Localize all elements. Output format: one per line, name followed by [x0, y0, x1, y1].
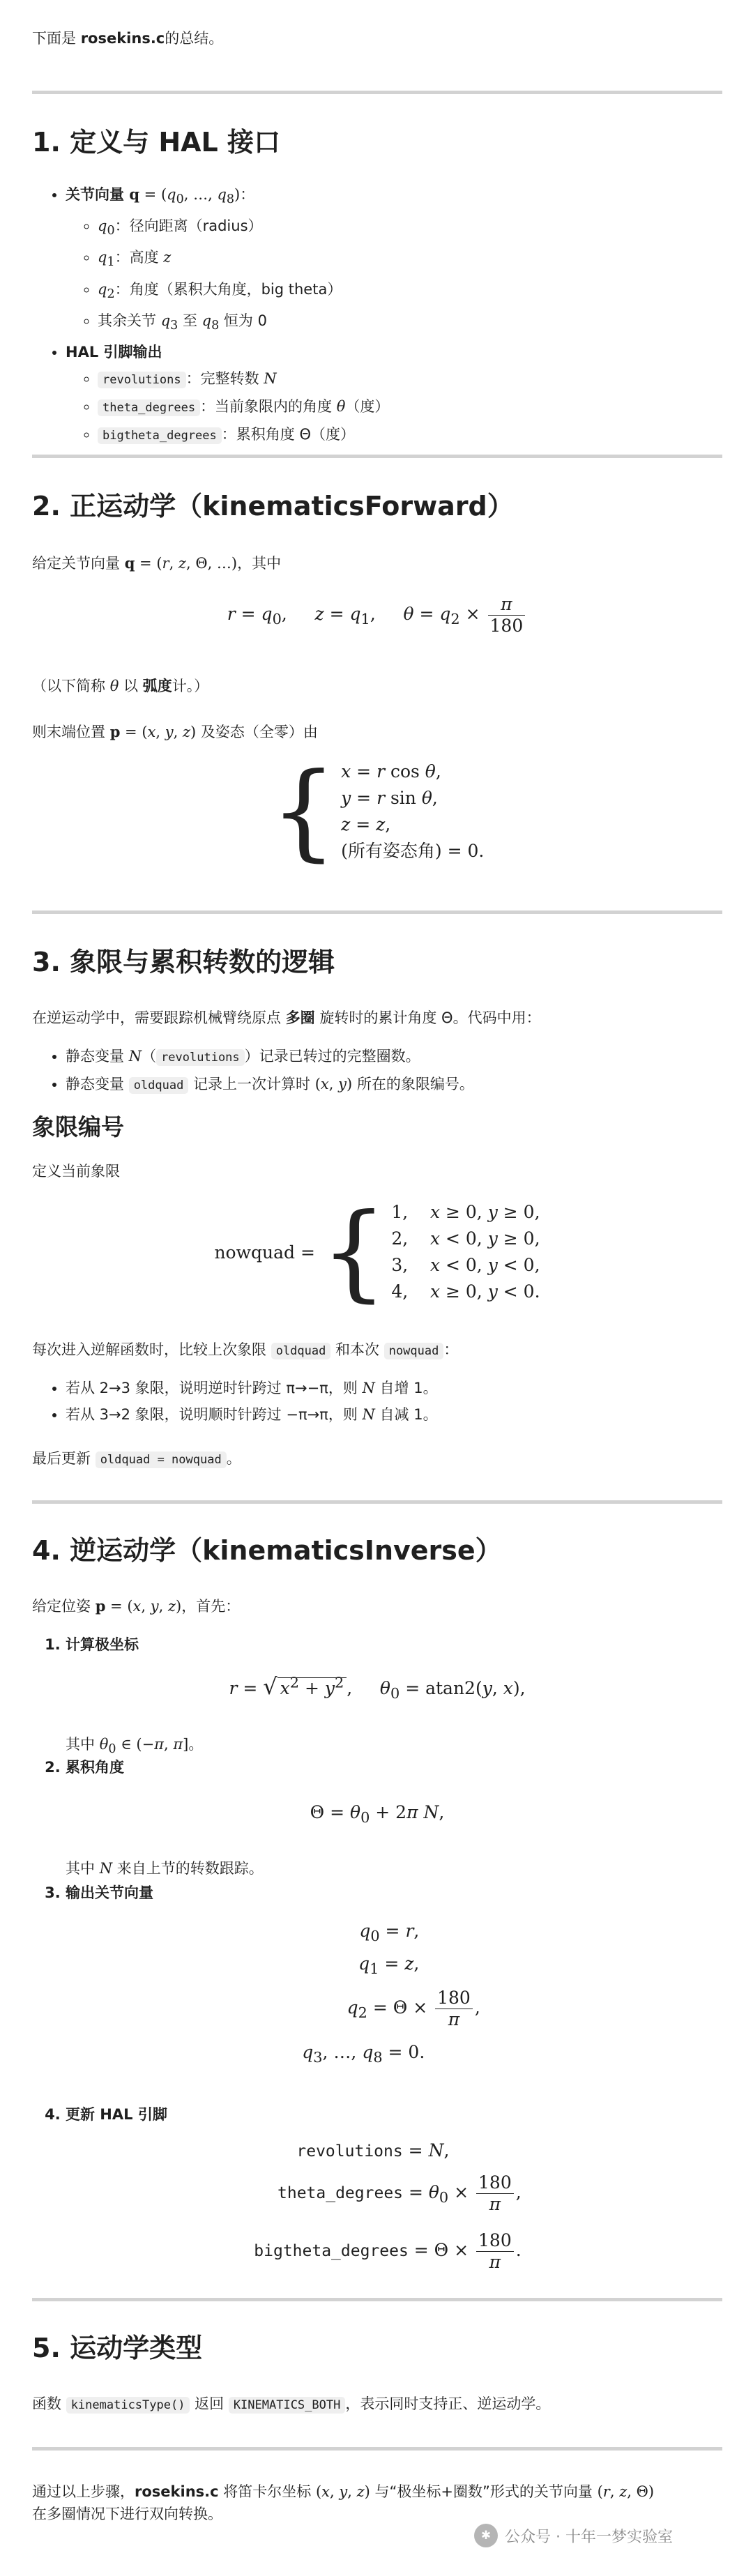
kinematics-type-text: 函数 kinematicsType() 返回 KINEMATICS_BOTH ，表示同时支持正、逆运动学。 [32, 2395, 551, 2412]
intro-prefix: 下面是 [32, 30, 81, 47]
ik-step-2: 2. 累积角度 [32, 1755, 722, 1779]
rest-joints-item: ◦ 其余关节 $q_3$ 至 $q_8$ 恒为 0 [98, 307, 722, 339]
watermark [474, 2518, 739, 2553]
pin-theta-degrees: ◦ theta_degrees ：当前象限内的角度 θ（度） [98, 393, 722, 421]
revolutions-var-item: • 静态变量 N（ revolutions ）记录已转过的完整圈数。 [66, 1043, 722, 1071]
section-5-title: 5. 运动学类型 [32, 2333, 203, 2363]
quadrant-define: 定义当前象限 [32, 1163, 120, 1180]
q0-item: ◦ $q_0$：径向距离（radius） [98, 213, 722, 244]
bigtheta-equation: $\Theta = \theta_0 + 2\pi$ N, [310, 1802, 445, 1826]
divider [32, 91, 722, 94]
ik-given: 给定位姿 p = (x, y, z)，首先： [32, 1597, 241, 1615]
oldquad-var-item: • 静态变量 oldquad 记录上一次计算时 (x, y) 所在的象限编号。 [66, 1071, 722, 1099]
ik-step-4: 4. 更新 HAL 引脚 [32, 2103, 722, 2126]
oldquad-update: 最后更新 oldquad = nowquad 。 [32, 1450, 241, 1467]
intro-line [32, 28, 722, 49]
fk-given: 给定关节向量 q = (r, z, Θ, …)，其中 [32, 554, 282, 572]
hal-update-equation: revolutions = N, theta_degrees = $\theta_0$ × $\frac{180}{\pi}$ , bigtheta_degrees = Θ × $\frac{180}{\pi}$ . [254, 2140, 522, 2272]
theta0-range: 其中 $\theta_0$ ∈ (−π, π]。 [66, 1736, 204, 1757]
watermark-text: 公众号 · 十年一梦实验室 [505, 2528, 673, 2546]
nowquad-label: nowquad [214, 1242, 296, 1263]
wechat-icon: ✱ [474, 2524, 498, 2547]
section-1-title: 1. 定义与 HAL 接口 [32, 127, 280, 158]
divider [32, 1500, 722, 1504]
divider [32, 2447, 722, 2451]
divider [32, 910, 722, 914]
rule-decrement: • 若从 3→2 象限，说明顺时针跨过 −π→π，则 N 自减 1。 [66, 1401, 722, 1428]
quadrant-rules-list [32, 1375, 722, 1428]
section-3-title: 3. 象限与累积转数的逻辑 [32, 947, 335, 977]
intro-suffix: 的总结。 [165, 30, 224, 47]
fk-case-orientation: (所有姿态角) = 0. [341, 841, 485, 861]
fk-pose-intro: 则末端位置 p = (x, y, z) 及姿态（全零）由 [32, 723, 318, 740]
quadrant-subtitle: 象限编号 [32, 1113, 124, 1141]
quadrant-intro: 在逆运动学中，需要跟踪机械臂绕原点 多圈 旋转时的累计角度 Θ。代码中用： [32, 1009, 541, 1026]
pin-revolutions: ◦ revolutions ：完整转数 N [98, 365, 722, 393]
quadrant-compare: 每次进入逆解函数时，比较上次象限 oldquad 和本次 nowquad ： [32, 1341, 459, 1358]
section-2-title: 2. 正运动学（kinematicsForward） [32, 491, 514, 521]
fk-definition-equation: $r = q_0$, $z = q_1$, $\theta = q_2$ × $\frac{\pi}{180}$ [32, 587, 722, 643]
polar-equation: r = √ $x^2 + y^2$ , $\theta_0 = atan2(y$, x), [229, 1672, 526, 1702]
q1-item: ◦ $q_1$：高度 z [98, 244, 722, 275]
quadrant-vars-list [32, 1043, 722, 1099]
rule-increment: • 若从 2→3 象限，说明逆时针跨过 π→−π，则 N 自增 1。 [66, 1375, 722, 1401]
ik-step-1: 1. 计算极坐标 [32, 1633, 722, 1656]
q2-item: ◦ $q_2$：角度（累积大角度，big theta） [98, 276, 722, 307]
fk-cases-equation: { x = r cos θ, y = r sin θ, z = z, (所有姿态角) = 0. [270, 751, 485, 872]
joint-output-equation: $q_0 = r$, $q_1 = z$, $q_2 = \Theta$ × $\frac{180}{\pi}$ , $q_3$, …, $q_8 = 0$. [302, 1921, 480, 2066]
intro-filename: rosekins.c [80, 30, 165, 47]
pin-bigtheta-degrees: ◦ bigtheta_degrees ：累积角度 Θ（度） [98, 421, 722, 449]
divider [32, 455, 722, 458]
section-4-title: 4. 逆运动学（kinematicsInverse） [32, 1535, 502, 1566]
summary: 通过以上步骤，rosekins.c 将笛卡尔坐标 (x, y, z) 与“极坐标+圈数”形式的关节向量 (r, z, Θ) 在多圈情况下进行双向转换。 [32, 2483, 655, 2522]
n-source-note: 其中 N 来自上节的转数跟踪。 [66, 1860, 264, 1877]
ik-step-3: 3. 输出关节向量 [32, 1881, 722, 1905]
section-1-body [32, 181, 722, 449]
radian-note: （以下简称 θ 以 弧度计。） [32, 678, 209, 694]
nowquad-equation: nowquad = { 1, x ≥ 0, y ≥ 0, 2, x < 0, y ≥ 0, 3, x < 0, y < 0, 4, x ≥ 0, y < 0. [214, 1191, 540, 1313]
joint-vector-item: • 关节向量 $q = (q_0$, …, $q_8$)： ◦ $q_0$：径向距离（radius） ◦ $q_1$：高度 z ◦ $q_2$：角度（累积大角度，big theta） ◦ 其余关节 $q_3$ 至 $q_8$ 恒为 0 [66, 181, 722, 339]
divider [32, 2298, 722, 2301]
hal-pins-item: • HAL 引脚输出 ◦ revolutions ：完整转数 N ◦ theta_degrees ：当前象限内的角度 θ（度） ◦ bigtheta_degrees ：累积角度 Θ（度） [66, 339, 722, 449]
